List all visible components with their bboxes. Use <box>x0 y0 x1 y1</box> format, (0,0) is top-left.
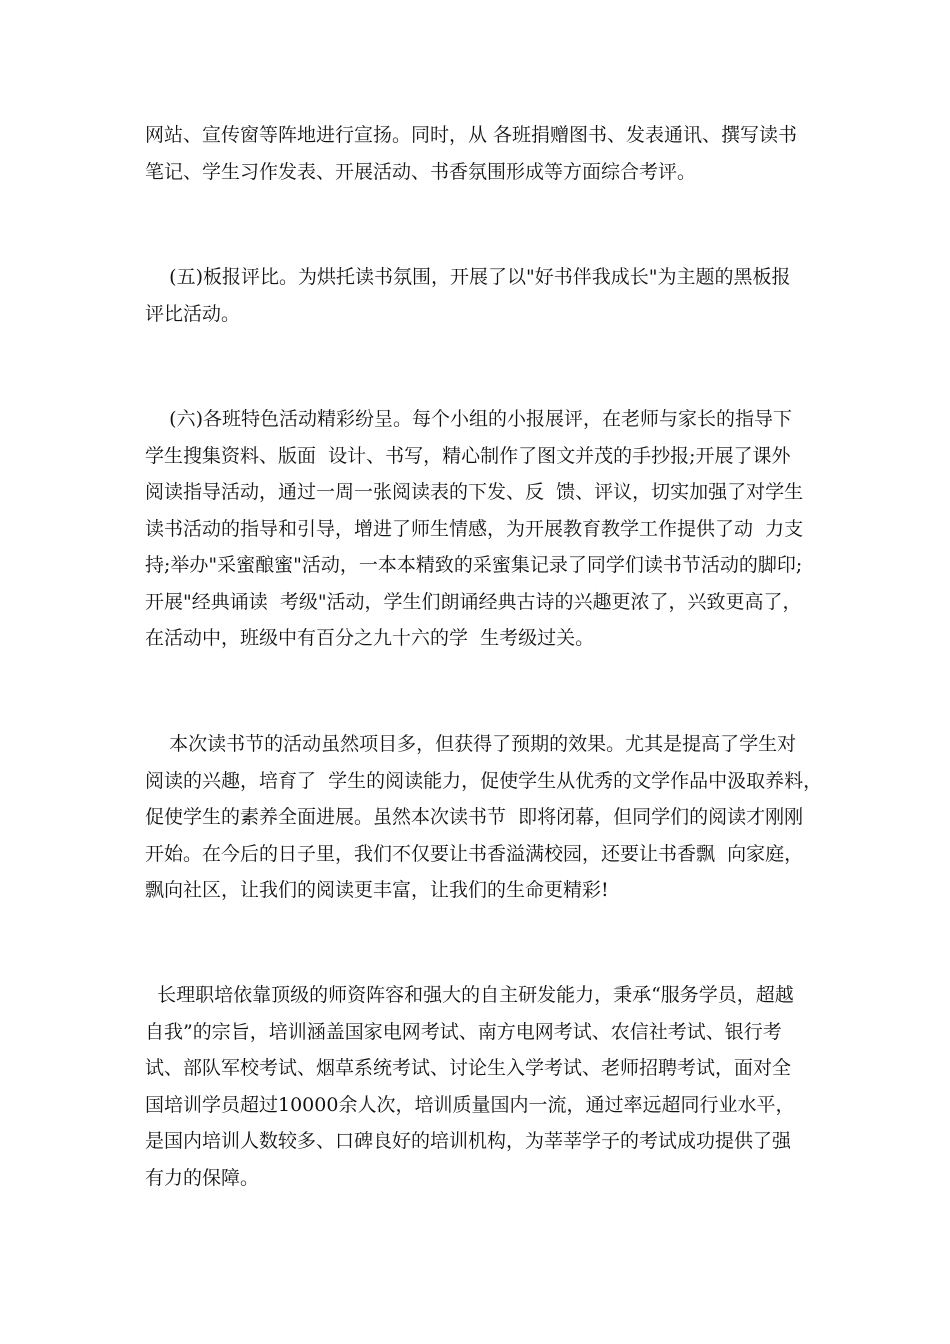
text-line: 网站、宣传窗等阵地进行宣扬。同时，从 各班捐赠图书、发表通讯、撰写读书 <box>145 124 798 146</box>
text-line: (五)板报评比。为烘托读书氛围，开展了以"好书伴我成长"为主题的黑板报 <box>145 266 791 288</box>
text-line: 自我”的宗旨，培训涵盖国家电网考试、南方电网考试、农信社考试、银行考 <box>145 1020 782 1043</box>
text-line: 是国内培训人数较多、口碑良好的培训机构，为莘莘学子的考试成功提供了强 <box>145 1130 792 1152</box>
text-line: 阅读的兴趣，培育了 学生的阅读能力，促使学生从优秀的文学作品中汲取养料， <box>145 769 823 792</box>
text-line: 笔记、学生习作发表、开展活动、书香氛围形成等方面综合考评。 <box>145 160 697 183</box>
text-line: 飘向社区，让我们的阅读更丰富，让我们的生命更精彩! <box>145 879 609 901</box>
paragraph-2 <box>145 259 825 332</box>
paragraph-3 <box>145 401 825 657</box>
text-line: 读书活动的指导和引导，增进了师生情感，为开展教育教学工作提供了动 力支 <box>145 517 804 540</box>
paragraph-5 <box>145 977 825 1196</box>
text-line: 本次读书节的活动虽然项目多，但获得了预期的效果。尤其是提高了学生对 <box>145 733 797 755</box>
text-line: 学生搜集资料、版面 设计、书写，精心制作了图文并茂的手抄报;开展了课外 <box>145 444 791 467</box>
text-line: 国培训学员超过10000余人次，培训质量国内一流，通过率远超同行业水平， <box>145 1093 795 1116</box>
text-line: 持;举办"采蜜酿蜜"活动，一本本精致的采蜜集记录了同学们读书节活动的脚印; <box>145 554 803 576</box>
text-line: 试、部队军校考试、烟草系统考试、讨论生入学考试、老师招聘考试，面对全 <box>145 1057 792 1079</box>
text-line: (六)各班特色活动精彩纷呈。每个小组的小报展评，在老师与家长的指导下 <box>145 408 792 430</box>
text-line: 评比活动。 <box>145 302 241 325</box>
text-line: 阅读指导活动，通过一周一张阅读表的下发、反 馈、评议，切实加强了对学生 <box>145 481 804 503</box>
text-line: 长理职培依靠顶级的师资阵容和强大的自主研发能力，秉承“服务学员，超越 <box>145 984 794 1006</box>
text-line: 有力的保障。 <box>145 1166 260 1189</box>
text-line: 在活动中，班级中有百分之九十六的学 生考级过关。 <box>145 627 595 649</box>
text-line: 开始。在今后的日子里，我们不仅要让书香溢满校园，还要让书香飘 向家庭， <box>145 842 804 865</box>
paragraph-1 <box>145 117 825 190</box>
text-line: 开展"经典诵读 考级"活动，学生们朗诵经典古诗的兴趣更浓了，兴致更高了， <box>145 590 802 613</box>
paragraph-4 <box>145 726 825 909</box>
text-line: 促使学生的素养全面进展。虽然本次读书节 即将闭幕，但同学们的阅读才刚刚 <box>145 806 804 828</box>
